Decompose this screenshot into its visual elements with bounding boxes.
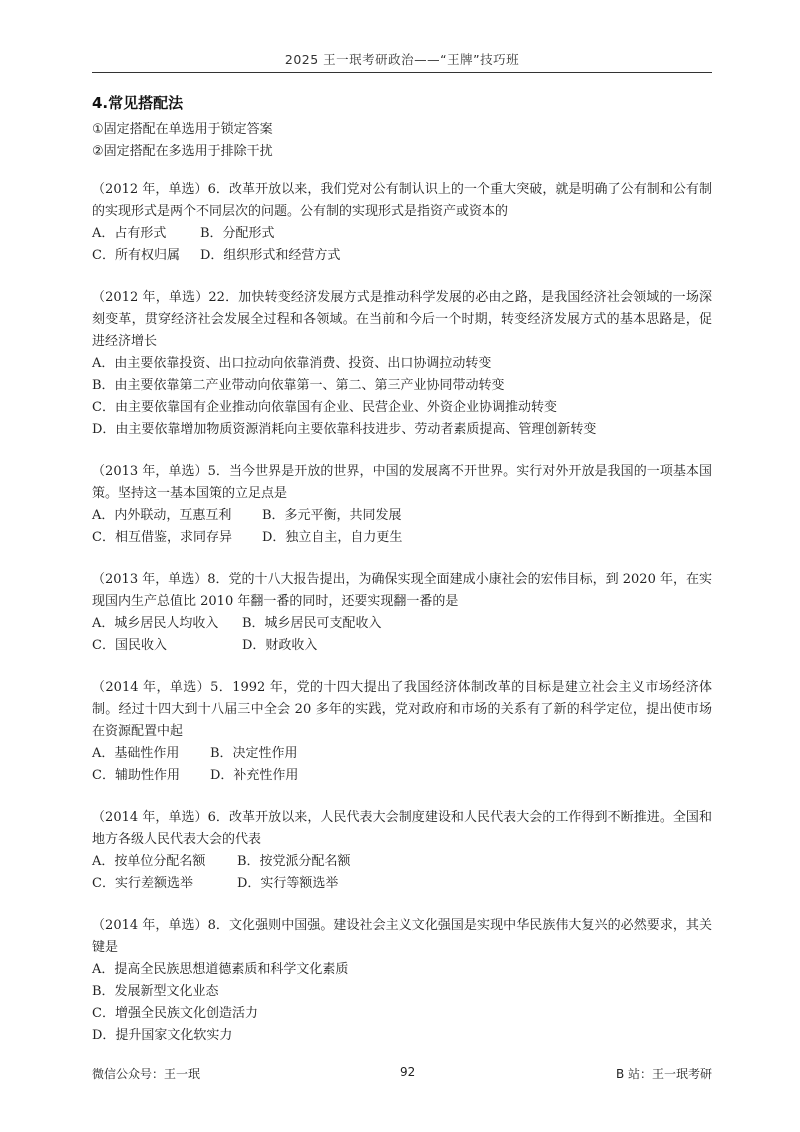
question-block bbox=[92, 915, 712, 1047]
option: B．决定性作用 bbox=[210, 746, 298, 761]
option: C．辅助性作用 bbox=[92, 768, 180, 783]
option: C．所有权归属 bbox=[92, 248, 180, 263]
option: D．财政收入 bbox=[242, 638, 318, 653]
option: A．由主要依靠投资、出口拉动向依靠消费、投资、出口协调拉动转变 bbox=[92, 356, 492, 371]
options-row bbox=[92, 505, 712, 527]
tips-list bbox=[92, 119, 712, 163]
option: B．多元平衡，共同发展 bbox=[262, 508, 402, 523]
section-title: 4.常见搭配法 bbox=[92, 94, 184, 112]
option: A．城乡居民人均收入 bbox=[92, 616, 219, 631]
options-row bbox=[92, 635, 712, 657]
option: D．实行等额选举 bbox=[237, 876, 339, 891]
options-row bbox=[92, 223, 712, 245]
options-row bbox=[92, 743, 712, 765]
options-row bbox=[92, 851, 712, 873]
question-stem: （2013 年，单选）8．党的十八大报告提出，为确保实现全面建成小康社会的宏伟目标，到 2020 年，在实现国内生产总值比 2010 年翻一番的同时，还要实现翻一番的是 bbox=[92, 572, 712, 609]
question-stem: （2014 年，单选）5．1992 年，党的十四大提出了我国经济体制改革的目标是建立社会主义市场经济体制。经过十四大到十八届三中全会 20 多年的实践，党对政府和市场的关系有了新的科学定位，提出使市场在资源配置中起 bbox=[92, 680, 712, 739]
option: A．提高全民族思想道德素质和科学文化素质 bbox=[92, 962, 349, 977]
question-stem: （2013 年，单选）5．当今世界是开放的世界，中国的发展离不开世界。实行对外开放是我国的一项基本国策。坚持这一基本国策的立足点是 bbox=[92, 464, 712, 501]
option: A．占有形式 bbox=[92, 226, 167, 241]
question-block bbox=[92, 461, 712, 549]
option: B．按党派分配名额 bbox=[237, 854, 351, 869]
option: A．基础性作用 bbox=[92, 746, 180, 761]
options-row bbox=[92, 527, 712, 549]
option: B．分配形式 bbox=[200, 226, 275, 241]
question-block bbox=[92, 179, 712, 267]
option: D．独立自主，自力更生 bbox=[262, 530, 403, 545]
question-stem: （2014 年，单选）6．改革开放以来，人民代表大会制度建设和人民代表大会的工作得到不断推进。全国和地方各级人民代表大会的代表 bbox=[92, 810, 712, 847]
option: A．内外联动，互惠互利 bbox=[92, 508, 232, 523]
options-row bbox=[92, 765, 712, 787]
footer-wechat: 微信公众号：王一珉 bbox=[92, 1067, 201, 1081]
page-number: 92 bbox=[400, 1065, 416, 1079]
option: C．实行差额选举 bbox=[92, 876, 193, 891]
page-header: 2025 王一珉考研政治——“王牌”技巧班 bbox=[284, 52, 520, 67]
footer-bilibili: B 站：王一珉考研 bbox=[615, 1067, 712, 1081]
tip-item: ②固定搭配在多选用于排除干扰 bbox=[92, 144, 273, 159]
question-block bbox=[92, 677, 712, 787]
option: B．发展新型文化业态 bbox=[92, 984, 219, 999]
options-row bbox=[92, 873, 712, 895]
option: D．由主要依靠增加物质资源消耗向主要依靠科技进步、劳动者素质提高、管理创新转变 bbox=[92, 422, 597, 437]
option: C．增强全民族文化创造活力 bbox=[92, 1006, 258, 1021]
question-block bbox=[92, 807, 712, 895]
option: B．由主要依靠第二产业带动向依靠第一、第二、第三产业协同带动转变 bbox=[92, 378, 505, 393]
page-footer bbox=[92, 1065, 712, 1085]
option: B．城乡居民可支配收入 bbox=[242, 616, 382, 631]
option: D．组织形式和经营方式 bbox=[200, 248, 341, 263]
question-stem: （2014 年，单选）8．文化强则中国强。建设社会主义文化强国是实现中华民族伟大复兴的必然要求，其关键是 bbox=[92, 918, 712, 955]
option: C．相互借鉴，求同存异 bbox=[92, 530, 232, 545]
options-row bbox=[92, 245, 712, 267]
option: A．按单位分配名额 bbox=[92, 854, 206, 869]
question-block bbox=[92, 569, 712, 657]
options-row bbox=[92, 613, 712, 635]
header-rule bbox=[92, 72, 712, 73]
option: D．提升国家文化软实力 bbox=[92, 1028, 233, 1043]
question-block bbox=[92, 287, 712, 441]
option: C．由主要依靠国有企业推动向依靠国有企业、民营企业、外资企业协调推动转变 bbox=[92, 400, 557, 415]
question-stem: （2012 年，单选）22．加快转变经济发展方式是推动科学发展的必由之路，是我国经济社会领域的一场深刻变革，贯穿经济社会发展全过程和各领域。在当前和今后一个时期，转变经济发展方式的基本思路是，促进经济增长 bbox=[92, 290, 712, 349]
question-stem: （2012 年，单选）6．改革开放以来，我们党对公有制认识上的一个重大突破，就是明确了公有制和公有制的实现形式是两个不同层次的问题。公有制的实现形式是指资产或资本的 bbox=[92, 182, 712, 219]
option: C．国民收入 bbox=[92, 638, 167, 653]
option: D．补充性作用 bbox=[210, 768, 299, 783]
page-content bbox=[92, 86, 712, 1067]
tip-item: ①固定搭配在单选用于锁定答案 bbox=[92, 122, 273, 137]
